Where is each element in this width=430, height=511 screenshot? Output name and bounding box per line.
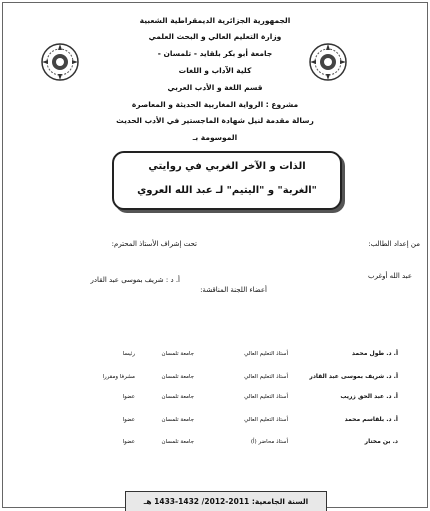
student-name: عبد الله أوغرب [368,272,412,280]
member-university: جامعة تلمسان [161,417,194,423]
thesis-title-line-2: "الغربة" و "اليتيم" لـ عبد الله العروي [137,185,317,196]
member-name: أ. د. بلقاسم محمد [344,416,398,423]
university-emblem-right-icon [308,42,348,82]
member-role: عضوا [122,439,135,445]
member-name: د. بن مختار [364,438,398,445]
department-name: قسم اللغة و الأدب العربي [167,83,263,92]
republic-name: الجمهورية الجزائرية الديمقراطية الشعبية [139,16,291,25]
thesis-title-line-1: الذات و الآخر الغربي في روايتي [148,161,306,172]
member-rank: أستاذ محاضر (أ) [250,439,288,445]
member-rank: أستاذ التعليم العالي [244,351,288,357]
thesis-title-box [112,151,342,210]
committee-label: أعضاء اللجنة المناقشة: [200,286,267,294]
thesis-statement: رسالة مقدمة لنيل شهادة الماجستير في الأدب الحديث [116,116,314,125]
university-name: جامعة أبو بكر بلقايد - تلمسان - [157,49,273,58]
university-emblem-left-icon [40,42,80,82]
supervisor-name: أ. د : شريف بموسى عبد القادر [90,276,180,284]
member-role: عضوا [122,394,135,400]
member-university: جامعة تلمسان [161,374,194,380]
faculty-name: كلية الآداب و اللغات [178,66,252,75]
project-name: مشروع : الرواية المغاربية الحديثة و المعاصرة [131,100,299,109]
academic-year: السنة الجامعية: 2011-2012/ 1432-1433 هـ [125,491,327,511]
member-university: جامعة تلمسان [161,351,194,357]
member-role: رئيسا [122,351,135,357]
ministry-name: وزارة التعليم العالي و البحث العلمي [148,32,282,41]
supervisor-label: تحت إشراف الأستاذ المحترم: [111,240,197,248]
member-rank: أستاذ التعليم العالي [244,394,288,400]
member-university: جامعة تلمسان [161,394,194,400]
member-role: مشرفا ومقررا [102,374,135,380]
member-rank: أستاذ التعليم العالي [244,374,288,380]
member-university: جامعة تلمسان [161,439,194,445]
member-name: أ. د. شريف بموسى عبد القادر [309,373,398,380]
member-name: أ. د. عبد الحق زريب [340,393,398,400]
student-label: من إعداد الطالب: [368,240,420,248]
titled-label: الموسومة بـ [192,133,238,142]
member-name: أ. د. طول محمد [351,350,398,357]
member-rank: أستاذ التعليم العالي [244,417,288,423]
member-role: عضوا [122,417,135,423]
